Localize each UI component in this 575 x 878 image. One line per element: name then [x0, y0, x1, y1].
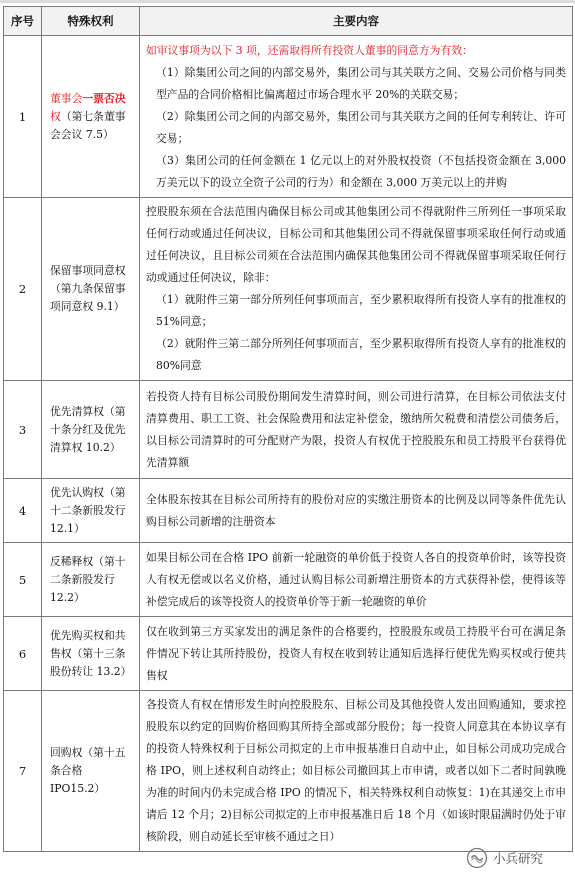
table-row — [4, 479, 573, 543]
row-number: 5 — [4, 543, 42, 617]
table-row — [4, 617, 573, 691]
right-name: 优先清算权（第十条分红及优先清算权 10.2） — [42, 381, 140, 479]
header-content: 主要内容 — [140, 7, 573, 36]
right-name: 反稀释权（第十二条新股发行 12.2） — [42, 543, 140, 617]
table-header-row — [4, 7, 573, 36]
table-row — [4, 36, 573, 198]
content-item: （1）除集团公司之间的内部交易外，集团公司与其关联方之间、交易公司价格与同类型产品的合同价格相比偏离超过市场合理水平 20%的关联交易； — [156, 65, 566, 101]
right-name: 回购权（第十五条合格 IPO15.2） — [42, 691, 140, 852]
content-intro: 如审议事项为以下 3 项，还需取得所有投资人董事的同意方为有效： — [146, 43, 473, 57]
right-content — [140, 36, 573, 198]
watermark-text: 小兵研究 — [493, 851, 544, 866]
right-content: 全体股东按其在目标公司所持有的股份对应的实缴注册资本的比例及以同等条件优先认购目标公司新增的注册资本 — [140, 479, 573, 543]
table-row — [4, 381, 573, 479]
row-number: 6 — [4, 617, 42, 691]
right-content — [140, 198, 573, 381]
right-content: 若投资人持有目标公司股份期间发生清算时间，则公司进行清算，在目标公司依法支付清算费用、职工工资、社会保险费用和法定补偿金，缴纳所欠税费和清偿公司债务后，以目标公司清算时的可分配财产为限，投资人有权优于控股股东和员工持股平台获得优先清算额 — [140, 381, 573, 479]
right-content: 仅在收到第三方买家发出的满足条件的合格要约，控股股东或员工持股平台可在满足条件情况下转让其所持股份，投资人有权在收到转让通知后选择行使优先购买权或行使共售权 — [140, 617, 573, 691]
right-name: 优先认购权（第十二条新股发行 12.1） — [42, 479, 140, 543]
table-row — [4, 543, 573, 617]
right-name: 优先购买权和共售权（第十三条股份转让 13.2） — [42, 617, 140, 691]
content-item: （2）就附件三第二部分所列任何事项而言，至少累积取得所有投资人享有的批准权的 80%同意 — [156, 337, 566, 372]
right-content: 如果目标公司在合格 IPO 前新一轮融资的单价低于投资人各自的投资单价时，该等投资人有权无偿或以名义价格，通过认购目标公司新增注册资本的方式获得补偿，使得该等补偿完成后的该等投资人的投资单价等于新一轮融资的单价 — [140, 543, 573, 617]
top-divider — [0, 0, 575, 3]
wechat-channel-icon — [466, 847, 488, 869]
header-right: 特殊权利 — [42, 7, 140, 36]
special-rights-table — [3, 6, 573, 852]
content-intro: 控股股东须在合法范围内确保目标公司或其他集团公司不得就附件三所列任一事项采取任何行动或通过任何决议，目标公司和其他集团公司不得就保留事项采取任何行动或通过任何决议，且目标公司须在合法范围内确保其他集团公司不得就保留事项采取任何行动或通过任何决议，除非： — [146, 205, 566, 284]
table-row — [4, 691, 573, 852]
content-item: （2）除集团公司之间的内部交易外，集团公司与其关联方之间的任何专利转让、许可交易； — [156, 109, 566, 145]
table-row — [4, 198, 573, 381]
watermark — [466, 846, 543, 870]
content-item: （1）就附件三第一部分所列任何事项而言，至少累积取得所有投资人享有的批准权的 51%同意； — [156, 293, 566, 328]
right-name: 董事会一票否决权（第七条董事会会议 7.5） — [42, 36, 140, 198]
right-content: 各投资人有权在情形发生时向控股股东、目标公司及其他投资人发出回购通知，要求控股股东以约定的回购价格回购其所持全部或部分股份；每一投资人同意其在本协议享有的投资人特殊权利于目标公司拟定的上市申报基准日自动中止，如目标公司成功完成合格 IPO，则上述权利自动终止；如目标公司撤回其上市申请，或者以如下二者时间孰晚为准的时间内仍未完成合格 IPO 的情况下，相关特殊权利自动恢复：1)在其递交上市申请后 12 个月；2)目标公司拟定的上市申报基准日后 18 个月（如该时限届满时仍处于审核阶段，则自动延长至审核不通过之日） — [140, 691, 573, 852]
row-number: 3 — [4, 381, 42, 479]
row-number: 4 — [4, 479, 42, 543]
row-number: 2 — [4, 198, 42, 381]
row-number: 7 — [4, 691, 42, 852]
content-item: （3）集团公司的任何金额在 1 亿元以上的对外股权投资（不包括投资金额在 3,000 万美元以下的设立全资子公司的行为）和金额在 3,000 万美元以上的并购 — [156, 153, 566, 189]
row-number: 1 — [4, 36, 42, 198]
right-name: 保留事项同意权（第九条保留事项同意权 9.1） — [42, 198, 140, 381]
header-no: 序号 — [4, 7, 42, 36]
